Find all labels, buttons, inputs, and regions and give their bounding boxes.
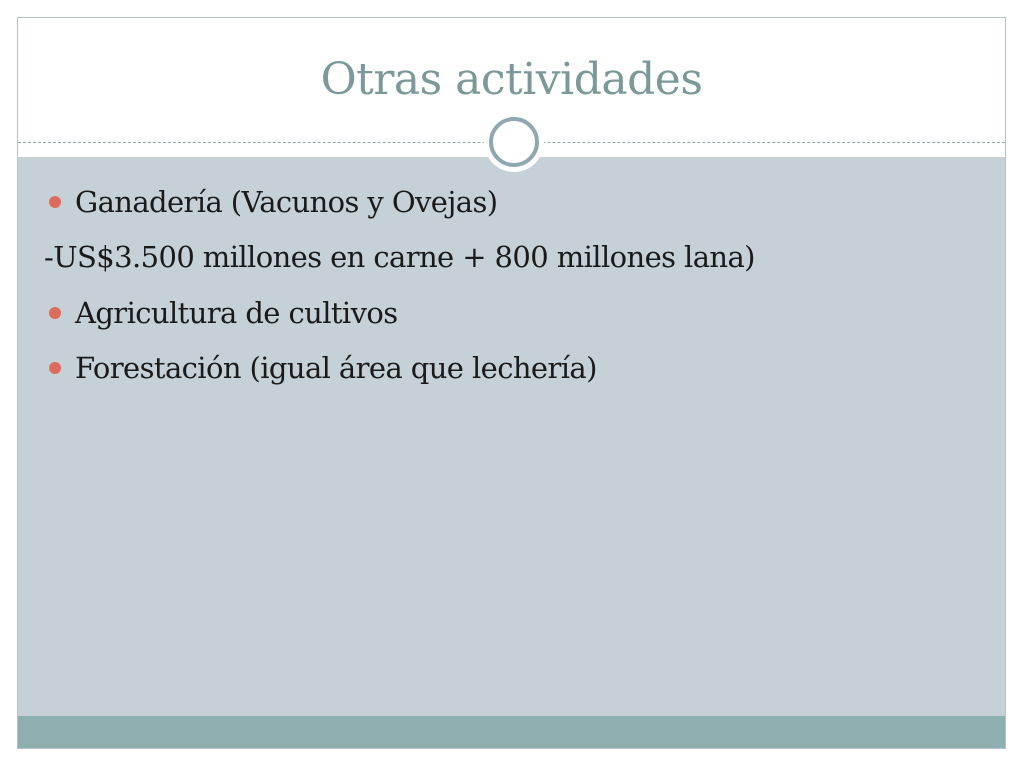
bullet-dot bbox=[49, 307, 61, 319]
list-item: Ganadería (Vacunos y Ovejas) bbox=[75, 185, 498, 219]
list-item: Agricultura de cultivos bbox=[75, 296, 398, 330]
bullet-dot bbox=[49, 196, 61, 208]
list-item: -US$3.500 millones en carne + 800 millones lana) bbox=[44, 240, 755, 274]
bullet-dot bbox=[49, 362, 61, 374]
ring-ornament-icon bbox=[484, 112, 544, 172]
list-item: Forestación (igual área que lechería) bbox=[75, 351, 597, 385]
slide bbox=[17, 17, 1006, 749]
slide-title: Otras actividades bbox=[320, 54, 703, 105]
footer-band bbox=[18, 716, 1005, 749]
